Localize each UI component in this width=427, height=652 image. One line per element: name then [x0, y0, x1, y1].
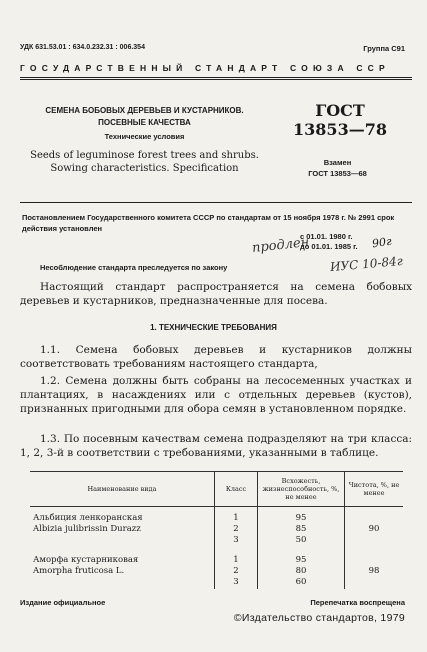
- replaces-block: [280, 157, 395, 179]
- viability-value: 60: [295, 577, 307, 587]
- official-edition-label: Издание официальное: [20, 598, 106, 607]
- class-values: [215, 547, 258, 589]
- viability-values: [258, 547, 345, 589]
- species-name-lat: Amorpha fruticosa L.: [33, 566, 125, 576]
- handwritten-year: 90г: [371, 234, 393, 251]
- paragraph-1-3: 1.3. По посевным качествам семена подразделяют на три класса: 1, 2, 3-й в соответствии с требованиями, указанными в таблице.: [20, 433, 412, 459]
- title-en-line-2: Sowing characteristics. Specification: [50, 163, 239, 174]
- viability-value: 50: [295, 535, 307, 545]
- header-rule: [20, 77, 412, 78]
- document-title-en: [22, 149, 267, 175]
- document-subtitle: Технические условия: [104, 132, 185, 141]
- class-value: 1: [233, 513, 239, 523]
- replaces-value: ГОСТ 13853—68: [308, 169, 367, 178]
- table-row: [30, 507, 403, 548]
- valid-to: до 01.01. 1985 г.: [300, 242, 358, 251]
- class-values: [215, 507, 258, 548]
- viability-values: [258, 507, 345, 548]
- species-name-ru: Альбиция ленкоранская: [33, 513, 143, 523]
- paragraph-1-1: 1.1. Семена бобовых деревьев и кустарников должны соответствовать требованиям настоящего стандарта,: [20, 344, 412, 370]
- gost-number: [285, 101, 395, 139]
- paragraph-1-2: 1.2. Семена должны быть собраны на лесосеменных участках и плантациях, в насаждениях или с отдельных деревьев (кустов), признанных пригодными для обора семян в установленном порядке.: [20, 375, 412, 415]
- title-line-1: СЕМЕНА БОБОВЫХ ДЕРЕВЬЕВ И КУСТАРНИКОВ.: [45, 106, 244, 115]
- species-name: [30, 547, 215, 589]
- handwritten-extension: продлен: [251, 235, 310, 256]
- class-value: 3: [233, 577, 239, 587]
- purity-value: 90: [345, 507, 404, 548]
- intro-paragraph: Настоящий стандарт распространяется на семена бобовых деревьев и кустарников, предназначенные для посева.: [20, 281, 412, 307]
- species-name-ru: Аморфа кустарниковая: [33, 555, 139, 565]
- section-1-heading: 1. ТЕХНИЧЕСКИЕ ТРЕБОВАНИЯ: [150, 323, 277, 332]
- class-value: 2: [233, 524, 239, 534]
- class-value: 3: [233, 535, 239, 545]
- requirements-table: [30, 471, 403, 589]
- decree-text: Постановлением Государственного комитета СССР по стандартам от 15 ноября 1978 г. № 2991 срок действия установлен: [22, 213, 395, 233]
- header-rule-thin: [20, 79, 412, 80]
- state-standard-heading: ГОСУДАРСТВЕННЫЙ СТАНДАРТ СОЮЗА ССР: [20, 63, 390, 73]
- viability-value: 95: [295, 555, 307, 565]
- group-code: Группа С91: [363, 44, 405, 53]
- decree-rule: [20, 202, 412, 203]
- gost-label: ГОСТ: [315, 101, 365, 120]
- gost-code: 13853—78: [293, 120, 387, 139]
- species-name: [30, 507, 215, 548]
- violation-notice: Несоблюдение стандарта преследуется по закону: [40, 263, 228, 272]
- purity-value: 98: [345, 547, 404, 589]
- title-en-line-1: Seeds of leguminose forest trees and shrubs.: [30, 150, 259, 161]
- document-title-ru: [22, 105, 267, 129]
- class-value: 2: [233, 566, 239, 576]
- col-header-class: Класс: [215, 472, 258, 507]
- reprint-prohibited-label: Перепечатка воспрещена: [310, 598, 405, 607]
- title-line-2: ПОСЕВНЫЕ КАЧЕСТВА: [98, 118, 191, 127]
- valid-from: с 01.01. 1980 г.: [300, 232, 353, 241]
- col-header-viability: Всхожесть, жизнеспособность, %, не менее: [258, 472, 345, 507]
- table-row: [30, 547, 403, 589]
- col-header-name: Наименование вида: [30, 472, 215, 507]
- col-header-purity: Чистота, %, не менее: [345, 472, 404, 507]
- species-name-lat: Albizia julibrissin Durazz: [33, 524, 141, 534]
- viability-value: 95: [295, 513, 307, 523]
- handwritten-ius: ИУС 10-84г: [329, 253, 404, 275]
- viability-value: 80: [295, 566, 307, 576]
- copyright-notice: ©Издательство стандартов, 1979: [233, 612, 405, 624]
- udk-code: УДК 631.53.01 : 634.0.232.31 : 006.354: [20, 44, 145, 51]
- viability-value: 85: [295, 524, 307, 534]
- replaces-label: Взамен: [323, 158, 352, 167]
- class-value: 1: [233, 555, 239, 565]
